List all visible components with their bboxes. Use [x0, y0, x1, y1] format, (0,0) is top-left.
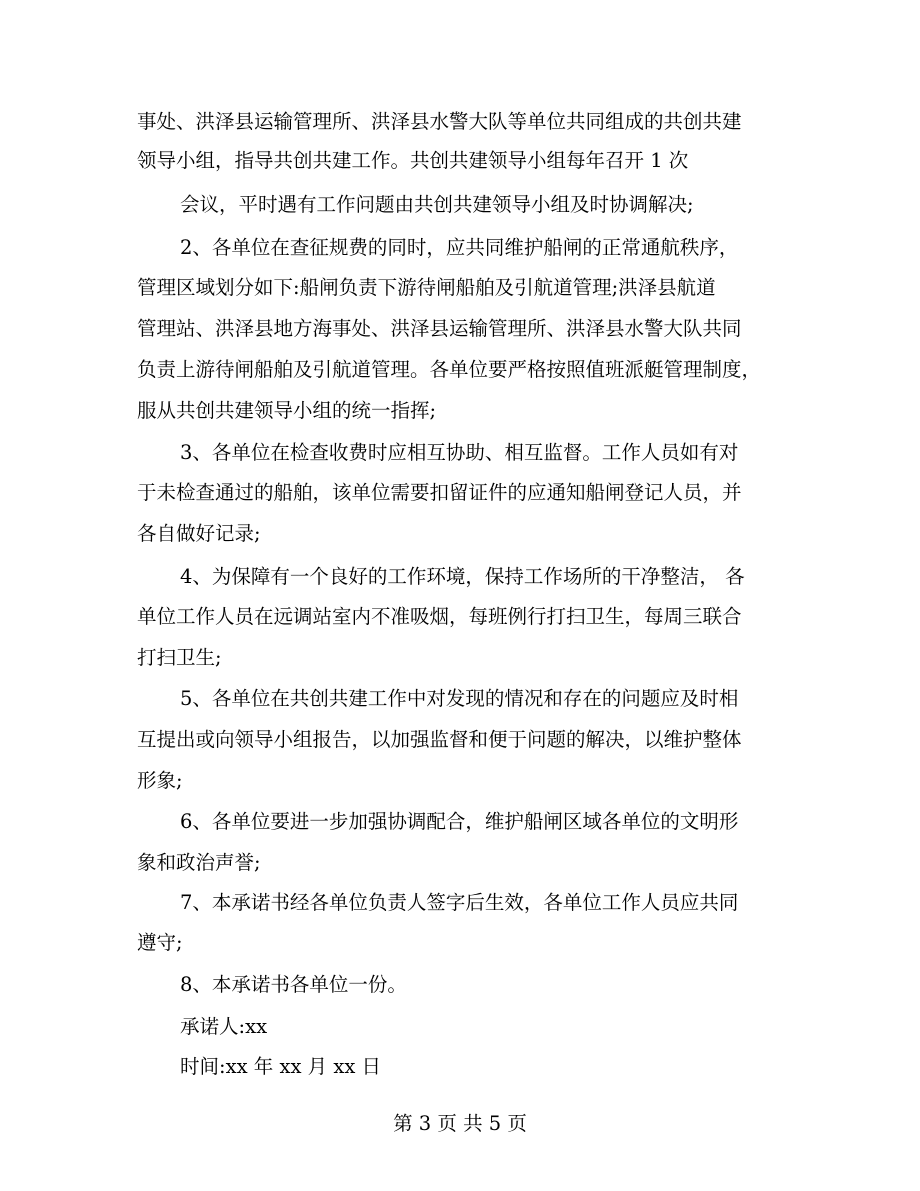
text-line: 会议，平时遇有工作问题由共创共建领导小组及时协调解决; — [180, 193, 694, 216]
text-line: 6、各单位要进一步加强协调配合，维护船闸区域各单位的文明形 — [180, 810, 739, 833]
text-line: 事处、洪泽县运输管理所、洪泽县水警大队等单位共同组成的共创共建 — [137, 110, 742, 133]
text-line: 各自做好记录; — [137, 522, 261, 545]
text-line: 5、各单位在共创共建工作中对发现的情况和存在的问题应及时相 — [180, 687, 739, 710]
text-line: 象和政治声誉; — [137, 851, 261, 874]
text-line: 2、各单位在查征规费的同时，应共同维护船闸的正常通航秩序， — [180, 236, 739, 259]
text-line: 负责上游待闸船舶及引航道管理。各单位要严格按照值班派艇管理制度， — [137, 358, 762, 381]
text-line: 领导小组，指导共创共建工作。共创共建领导小组每年召开 1 次 — [137, 149, 689, 172]
text-line: 8、本承诺书各单位一份。 — [180, 973, 407, 996]
text-line: 单位工作人员在远调站室内不准吸烟，每班例行打扫卫生，每周三联合 — [137, 605, 742, 628]
text-line: 遵守; — [137, 931, 183, 954]
text-line: 管理站、洪泽县地方海事处、洪泽县运输管理所、洪泽县水警大队共同 — [137, 317, 742, 340]
text-line: 互提出或向领导小组报告，以加强监督和便于问题的解决，以维护整体 — [137, 728, 742, 751]
text-line: 4、为保障有一个良好的工作环境，保持工作场所的干净整洁， 各 — [180, 565, 745, 588]
text-line: 服从共创共建领导小组的统一指挥; — [137, 399, 437, 422]
text-line: 形象; — [137, 769, 183, 792]
text-line: 3、各单位在检查收费时应相互协助、相互监督。工作人员如有对 — [180, 441, 739, 464]
page-number: 第 3 页 共 5 页 — [393, 1112, 527, 1135]
text-line: 打扫卫生; — [137, 646, 222, 669]
text-line: 于未检查通过的船舶，该单位需要扣留证件的应通知船闸登记人员，并 — [137, 481, 742, 504]
signatory-line: 承诺人:xx — [180, 1015, 268, 1038]
text-line: 管理区域划分如下:船闸负责下游待闸船舶及引航道管理;洪泽县航道 — [137, 276, 716, 299]
text-line: 7、本承诺书经各单位负责人签字后生效，各单位工作人员应共同 — [180, 891, 739, 914]
date-line: 时间:xx 年 xx 月 xx 日 — [180, 1055, 382, 1078]
